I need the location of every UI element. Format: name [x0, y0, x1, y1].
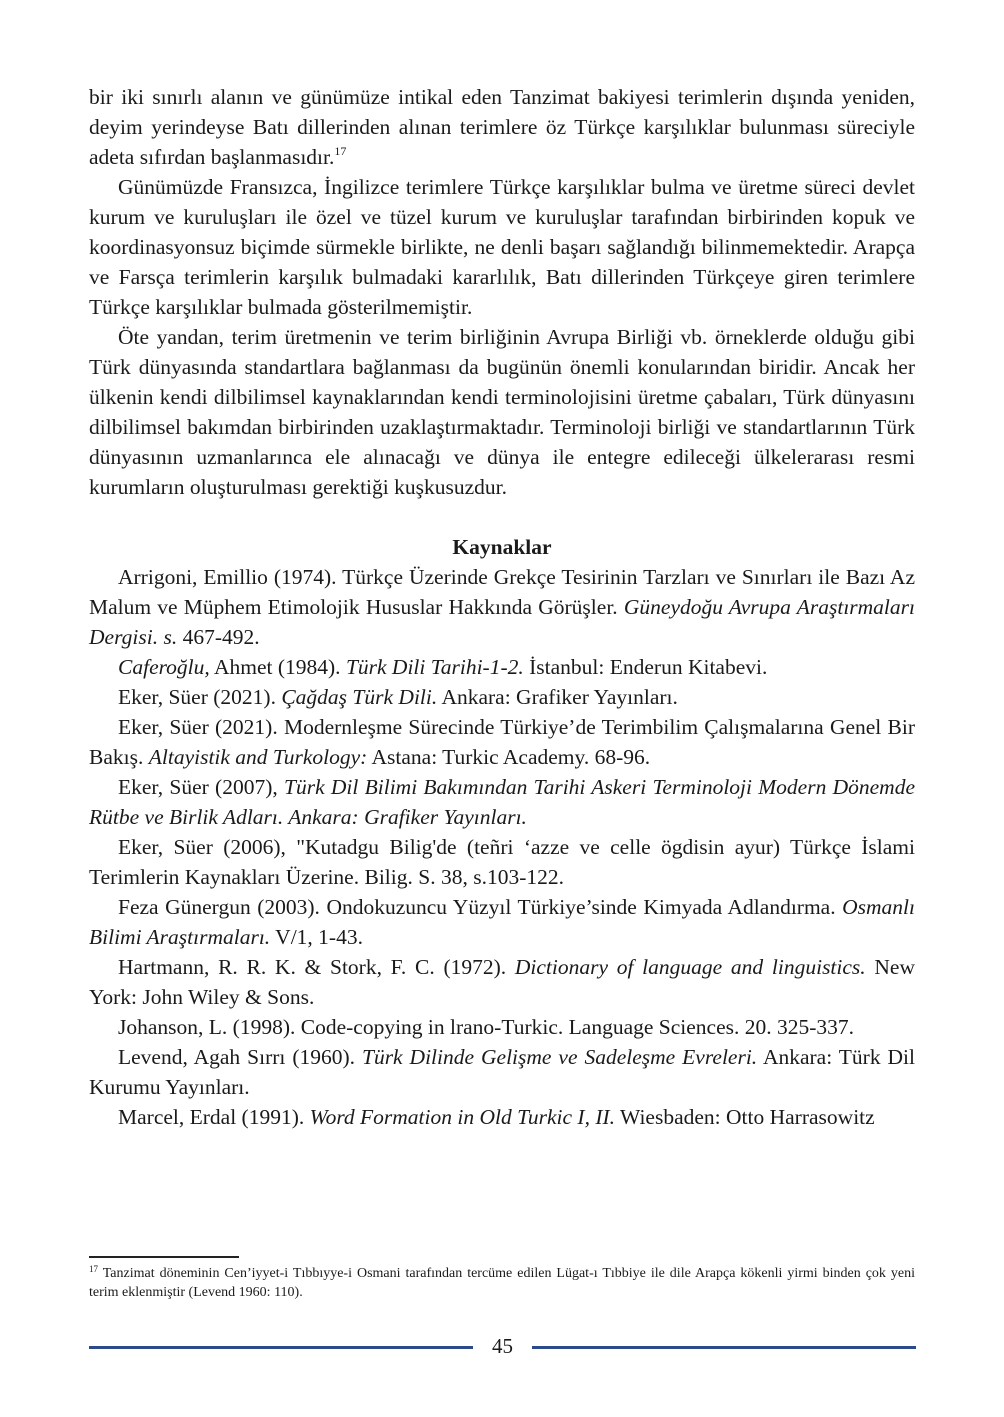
- reference-item: Johanson, L. (1998). Code-copying in lrano-Turkic. Language Sciences. 20. 325-337.: [118, 1015, 855, 1039]
- reference-item: Eker, Süer (2007), Türk Dil Bilimi Bakımından Tarihi Askeri Terminoloji Modern Dönemde Rütbe ve Birlik Adları. Ankara: Grafiker Yayınları.: [89, 775, 915, 829]
- footnote-divider: [89, 1256, 239, 1258]
- reference-item: Marcel, Erdal (1991). Word Formation in Old Turkic I, II. Wiesbaden: Otto Harrasowitz: [118, 1105, 875, 1129]
- footer-rule-left: [89, 1346, 473, 1349]
- footer-rule-right: [532, 1346, 916, 1349]
- paragraph-1: [89, 82, 915, 172]
- reference-item: Hartmann, R. R. K. & Stork, F. C. (1972). Dictionary of language and linguistics. New York: John Wiley & Sons.: [89, 955, 915, 1009]
- reference-item: Caferoğlu, Ahmet (1984). Türk Dili Tarihi-1-2. İstanbul: Enderun Kitabevi.: [118, 655, 768, 679]
- reference-item: Levend, Agah Sırrı (1960). Türk Dilinde Gelişme ve Sadeleşme Evreleri. Ankara: Türk Dil Kurumu Yayınları.: [89, 1045, 915, 1099]
- paragraph-1-text: bir iki sınırlı alanın ve günümüze intikal eden Tanzimat bakiyesi terimlerin dışında yeniden, deyim yerindeyse Batı dillerinden alınan terimlere öz Türkçe karşılıklar bulunması süreciyle adeta sıfırdan başlanmasıdır.: [89, 85, 915, 169]
- footnote-number: 17: [89, 1264, 98, 1274]
- paragraph-3: Öte yandan, terim üretmenin ve terim birliğinin Avrupa Birliği vb. örneklerde olduğu gibi Türk dünyasında standartlara bağlanması da bugünün önemli konularından biridir. Ancak her ülkenin kendi dilbilimsel kaynaklarından kendi terminolojisini üretme çabaları, Türk dünyasını dilbilimsel bakımdan birbirinden uzaklaştırmaktadır. Terminoloji birliği ve standartlarının Türk dünyasının uzmanlarınca ele alınacağı ve dünya ile entegre edileceği ülkelerarası resmi kurumların oluşturulması gerektiği kuşkusuzdur.: [89, 325, 915, 499]
- page-number: 45: [492, 1334, 513, 1358]
- page-body: [89, 82, 915, 1132]
- reference-item: Eker, Süer (2006), "Kutadgu Bilig'de (teñri ‘azze ve celle ögdisin ayur) Türkçe İslami Terimlerin Kaynakları Üzerine. Bilig. S. 38, s.103-122.: [89, 835, 915, 889]
- reference-item: Eker, Süer (2021). Çağdaş Türk Dili. Ankara: Grafiker Yayınları.: [118, 685, 678, 709]
- reference-item: Eker, Süer (2021). Modernleşme Sürecinde Türkiye’de Terimbilim Çalışmalarına Genel Bir Bakış. Altayistik and Turkology: Astana: Turkic Academy. 68-96.: [89, 715, 915, 769]
- reference-item: Feza Günergun (2003). Ondokuzuncu Yüzyıl Türkiye’sinde Kimyada Adlandırma. Osmanlı Bilimi Araştırmaları. V/1, 1-43.: [89, 895, 915, 949]
- reference-item: Arrigoni, Emillio (1974). Türkçe Üzerinde Grekçe Tesirinin Tarzları ve Sınırları ile Bazı Az Malum ve Müphem Etimolojik Hususlar Hakkında Görüşler. Güneydoğu Avrupa Araştırmaları Dergisi. s. 467-492.: [89, 565, 915, 649]
- references-heading: Kaynaklar: [452, 535, 552, 559]
- footnote-ref-17[interactable]: 17: [334, 144, 347, 158]
- footnote: [89, 1264, 915, 1302]
- footnote-text: Tanzimat döneminin Cen’iyyet-i Tıbbıyye-i Osmani tarafından tercüme edilen Lügat-ı Tıbbiye ile dile Arapça kökenli yirmi binden çok yeni terim eklenmiştir (Levend 1960: 110).: [89, 1266, 915, 1300]
- paragraph-2: Günümüzde Fransızca, İngilizce terimlere Türkçe karşılıklar bulma ve üretme süreci devlet kurum ve kuruluşları ile özel ve tüzel kurum ve kuruluşlar tarafından birbirinden kopuk ve koordinasyonsuz biçimde sürmekle birlikte, ne denli başarı sağlandığı bilinmemektedir. Arapça ve Farsça terimlerin karşılık bulmadaki kararlılık, Batı dillerinden Türkçeye giren terimlere Türkçe karşılıklar bulmada gösterilmemiştir.: [89, 175, 915, 319]
